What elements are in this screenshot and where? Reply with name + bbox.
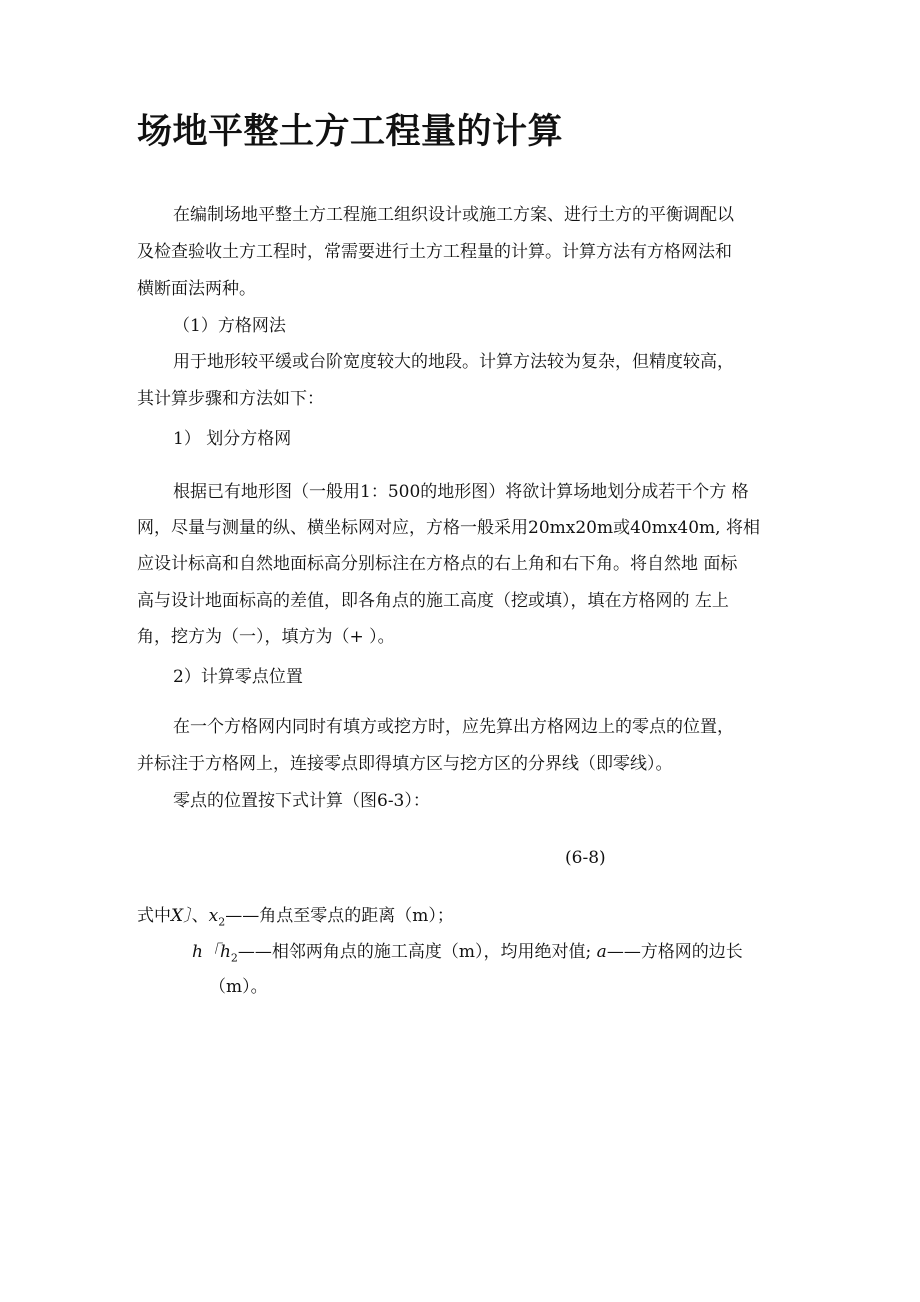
step-paragraph-line: 网，尽量与测量的纵、横坐标网对应，方格一般采用20mx20m或40mx40m, 将相 xyxy=(137,518,760,538)
step-heading-zero-point: 2）计算零点位置 xyxy=(173,667,303,687)
step-heading-divide-grid: 1） 划分方格网 xyxy=(173,429,292,449)
step-paragraph-line: 零点的位置按下式计算（图6-3）： xyxy=(173,791,430,811)
where-prefix: 式中 xyxy=(137,906,171,926)
intro-line: 在编制场地平整土方工程施工组织设计或施工方案、进行土方的平衡调配以 xyxy=(173,205,734,225)
where-separator: 、 xyxy=(191,906,209,926)
step-paragraph-line: 角，挖方为（一），填方为（+ ）。 xyxy=(137,627,395,647)
step-paragraph-line: 并标注于方格网上，连接零点即得填方区与挖方区的分界线（即零线）。 xyxy=(137,754,673,774)
var-x2: x xyxy=(208,906,219,926)
section-desc-line: 用于地形较平缓或台阶宽度较大的地段。计算方法较为复杂，但精度较高， xyxy=(173,352,734,372)
section-heading-grid-method: （1）方格网法 xyxy=(173,316,286,336)
var-a: a xyxy=(596,942,607,962)
x-description: ——角点至零点的距离（m）； xyxy=(225,906,454,926)
step-paragraph-line: 应设计标高和自然地面标高分别标注在方格点的右上角和右下角。将自然地 面标 xyxy=(137,554,738,574)
page-title: 场地平整土方工程量的计算 xyxy=(137,112,564,152)
step-paragraph-line: 根据已有地形图（一般用1：500的地形图）将欲计算场地划分成若干个方 格 xyxy=(173,482,749,502)
section-desc-line: 其计算步骤和方法如下： xyxy=(137,389,324,409)
equation-number: (6-8) xyxy=(565,848,606,868)
step-paragraph-line: 在一个方格网内同时有填方或挖方时，应先算出方格网边上的零点的位置， xyxy=(173,717,734,737)
where-clause-h xyxy=(192,942,743,965)
var-h2: h xyxy=(219,942,231,962)
step-paragraph-line: 高与设计地面标高的差值，即各角点的施工高度（挖或填），填在方格网的 左上 xyxy=(137,591,729,611)
a-description: ——方格网的边长 xyxy=(606,942,743,962)
where-clause-x xyxy=(137,906,454,929)
a-unit: （m）。 xyxy=(209,977,268,997)
var-x1: X〕 xyxy=(171,906,192,926)
intro-line: 及检查验收土方工程时，常需要进行土方工程量的计算。计算方法有方格网法和 xyxy=(137,242,732,262)
var-h1: h「 xyxy=(192,942,220,962)
h-description: ——相邻两角点的施工高度（m），均用绝对值; xyxy=(237,942,597,962)
intro-line: 横断面法两种。 xyxy=(137,279,256,299)
var-x2-subscript: 2 xyxy=(218,915,226,929)
var-h2-subscript: 2 xyxy=(230,951,238,965)
